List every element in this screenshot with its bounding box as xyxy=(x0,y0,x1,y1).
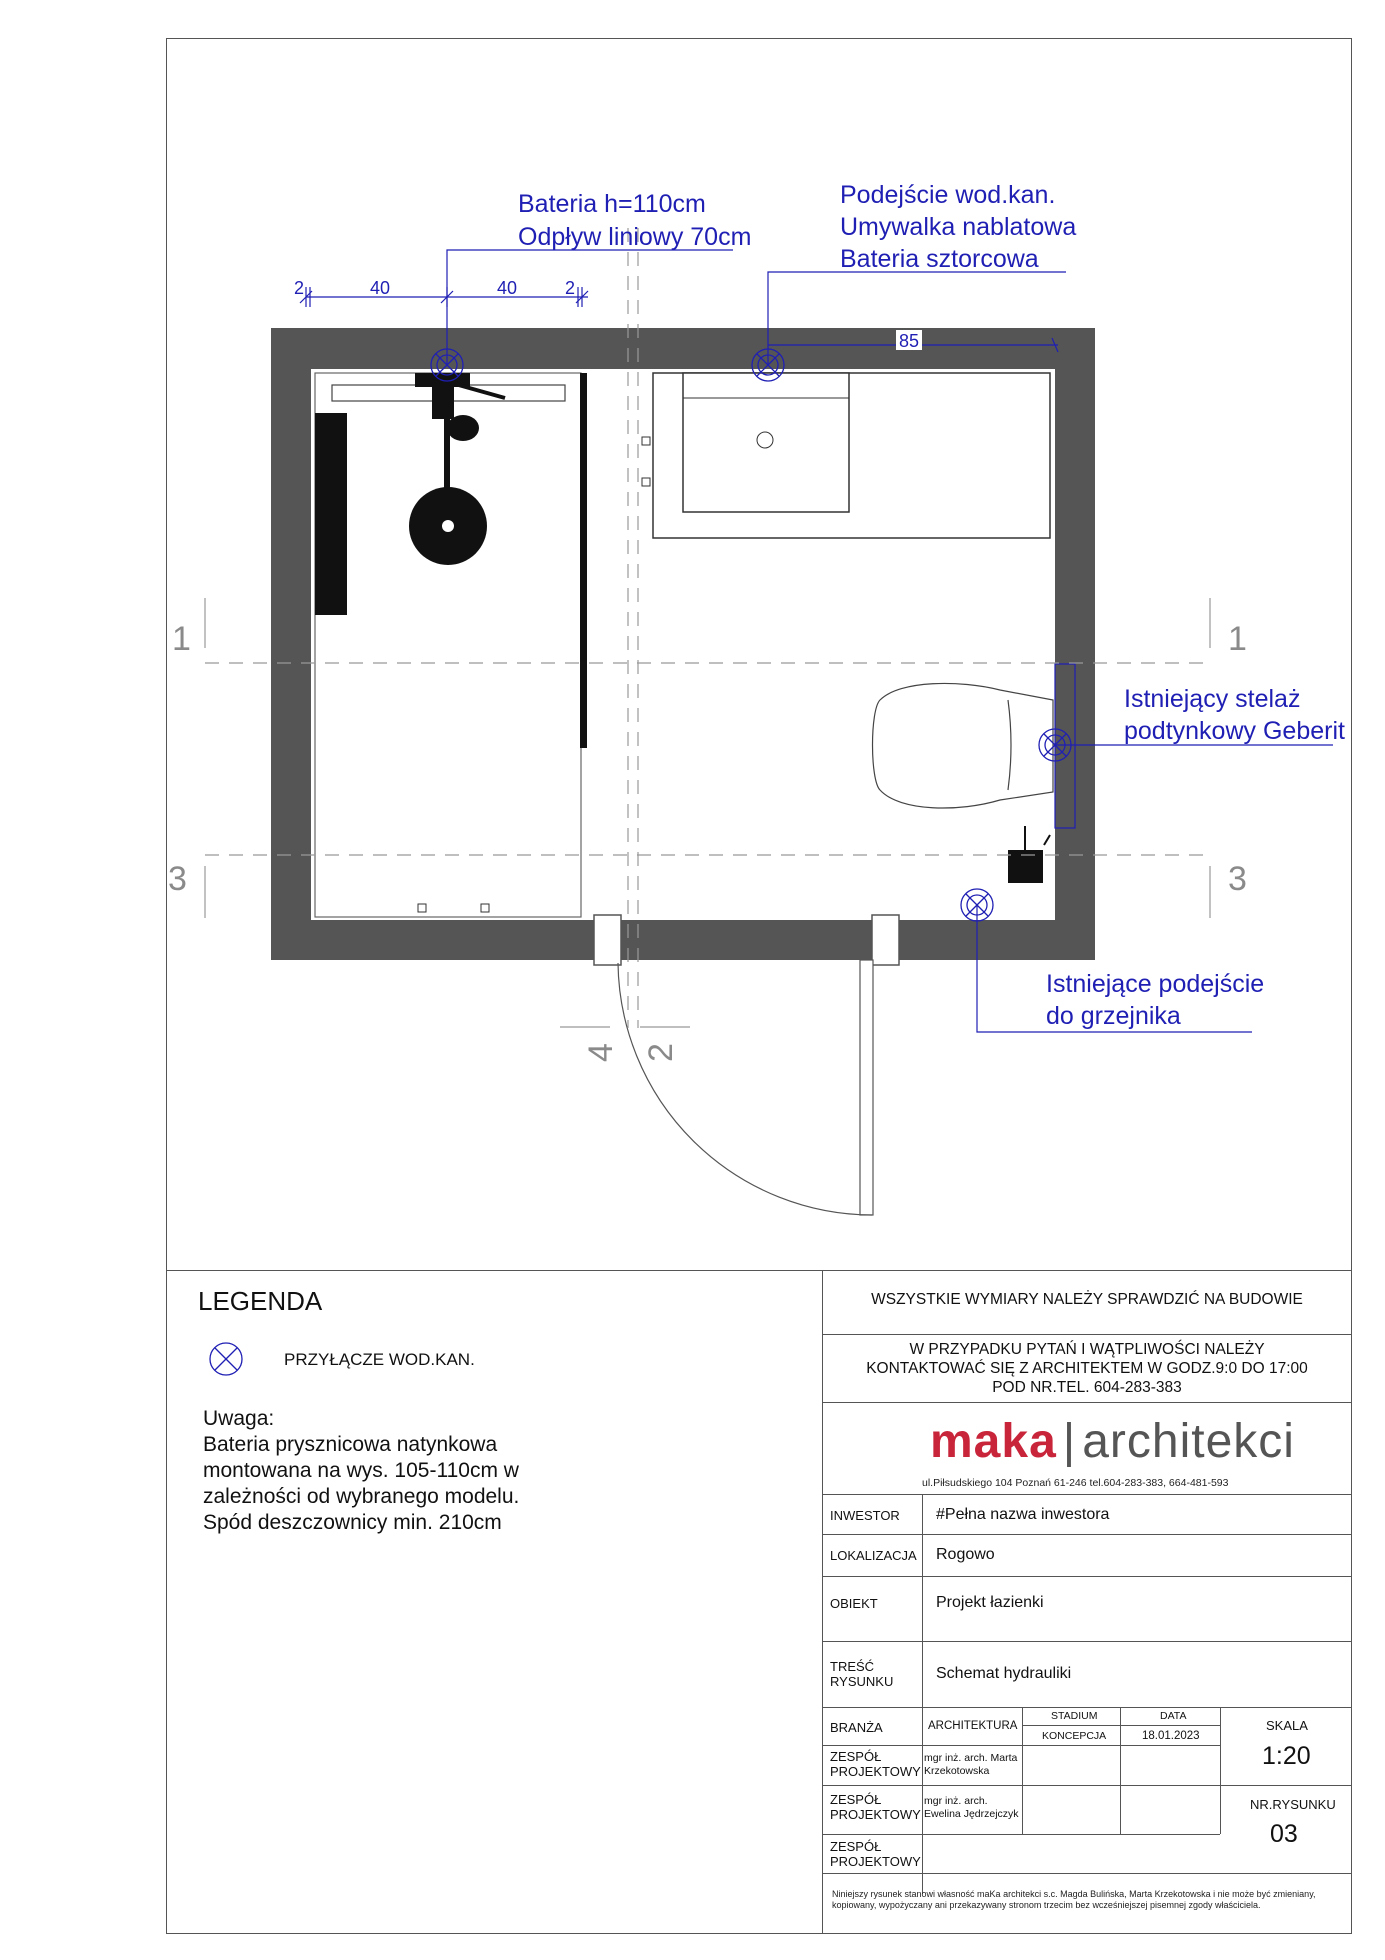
radiator-label-2: do grzejnika xyxy=(1046,1002,1181,1030)
content-value: Schemat hydrauliki xyxy=(936,1665,1072,1682)
section-mark-2: 2 xyxy=(642,1043,680,1062)
investor-value: #Pełna nazwa inwestora xyxy=(936,1506,1110,1523)
team-label-2 xyxy=(830,1792,921,1822)
door-swing-arc xyxy=(618,963,872,1215)
shower-mixer-label: Bateria h=110cm xyxy=(518,190,706,218)
content-label xyxy=(830,1659,893,1689)
team-label-line: PROJEKTOWY xyxy=(830,1764,921,1779)
date-value: 18.01.2023 xyxy=(1142,1730,1200,1742)
contact-line-2: KONTAKTOWAĆ SIĘ Z ARCHITEKTEM W GODZ.9:0 DO 17:00 xyxy=(866,1360,1308,1377)
drawing-number-value: 03 xyxy=(1270,1820,1298,1848)
ownership-footer: Niniejszy rysunek stanowi własność maKa architekci s.c. Magda Bulińska, Marta Krzekotowska i nie może być zmieniany, kopiowany, wypożyczany ani przekazywany stronom trzecim bez wcześniejszej pisemnej zgody właściciela. xyxy=(832,1889,1316,1910)
team-member-line: Krzekotowska xyxy=(924,1765,990,1777)
content-label-line: RYSUNKU xyxy=(830,1674,894,1689)
branch-label: BRANŻA xyxy=(830,1720,883,1735)
warning-text: WSZYSTKIE WYMIARY NALEŻY SPRAWDZIĆ NA BUDOWIE xyxy=(871,1291,1303,1308)
linear-drain-label: Odpływ liniowy 70cm xyxy=(518,223,752,251)
team-member-line: mgr inż. arch. xyxy=(924,1795,988,1807)
dimension-2-left: 2 xyxy=(294,278,305,298)
brand-bold: maka xyxy=(930,1415,1057,1468)
sheet-divider xyxy=(166,1270,1352,1271)
office-address: ul.Piłsudskiego 104 Poznań 61-246 tel.604-283-383, 664-481-593 xyxy=(922,1477,1229,1489)
door-jamb-right xyxy=(872,915,899,965)
note-line: montowana na wys. 105-110cm w xyxy=(203,1459,519,1482)
location-value: Rogowo xyxy=(936,1546,995,1563)
team-label-1 xyxy=(830,1749,921,1779)
team-label-line: PROJEKTOWY xyxy=(830,1807,921,1822)
object-label: OBIEKT xyxy=(830,1596,878,1611)
shower-glass-wall xyxy=(580,373,587,748)
contact-line-1: W PRZYPADKU PYTAŃ I WĄTPLIWOŚCI NALEŻY xyxy=(909,1341,1265,1358)
scale-value: 1:20 xyxy=(1262,1742,1311,1770)
team-member-line: mgr inż. arch. Marta xyxy=(924,1752,1018,1764)
team-member-2 xyxy=(924,1795,1019,1821)
door-leaf xyxy=(860,960,873,1215)
team-member-1 xyxy=(924,1752,1017,1778)
brand-separator: | xyxy=(1062,1415,1077,1468)
countertop-sink xyxy=(683,373,849,512)
team-label-line: ZESPÓŁ xyxy=(830,1749,882,1764)
team-label-line: ZESPÓŁ xyxy=(830,1839,882,1854)
radiator-label-1: Istniejące podejście xyxy=(1046,970,1265,998)
water-connection-icon xyxy=(208,1341,244,1377)
legend-title: LEGENDA xyxy=(198,1286,323,1316)
brand-logo xyxy=(930,1414,1295,1469)
team-label-3 xyxy=(830,1839,921,1869)
note-line: zależności od wybranego modelu. xyxy=(203,1485,520,1508)
team-member-line: Ewelina Jędrzejczyk xyxy=(924,1808,1019,1820)
note-line: Uwaga: xyxy=(203,1407,275,1430)
dimension-2-right: 2 xyxy=(565,278,576,298)
shower-niche xyxy=(315,413,347,615)
dimension-40-right: 40 xyxy=(497,278,518,298)
section-mark-1-right: 1 xyxy=(1228,620,1247,658)
door-jamb-left xyxy=(594,915,621,965)
scale-label: SKALA xyxy=(1266,1718,1308,1733)
drawing-number-label: NR.RYSUNKU xyxy=(1250,1797,1336,1812)
section-mark-3-left: 3 xyxy=(168,860,187,898)
geberit-label-2: podtynkowy Geberit xyxy=(1124,717,1345,745)
note-line: Bateria prysznicowa natynkowa xyxy=(203,1433,498,1456)
brand-light: architekci xyxy=(1082,1415,1295,1468)
sink-faucet-label: Bateria sztorcowa xyxy=(840,245,1039,273)
investor-label: INWESTOR xyxy=(830,1508,900,1523)
stage-label: STADIUM xyxy=(1051,1710,1098,1722)
note-line: Spód deszczownicy min. 210cm xyxy=(203,1511,502,1534)
stage-value: KONCEPCJA xyxy=(1042,1730,1107,1742)
contact-line-3: POD NR.TEL. 604-283-383 xyxy=(992,1379,1182,1396)
shower-mixer xyxy=(409,373,505,565)
legend-note xyxy=(203,1406,623,1536)
dimension-40-left: 40 xyxy=(370,278,391,298)
section-mark-4: 4 xyxy=(582,1043,620,1062)
team-label-line: ZESPÓŁ xyxy=(830,1792,882,1807)
section-mark-1-left: 1 xyxy=(172,620,191,658)
team-label-line: PROJEKTOWY xyxy=(830,1854,921,1869)
dimension-85: 85 xyxy=(899,331,920,351)
sink-supply-label: Podejście wod.kan. xyxy=(840,181,1056,209)
content-label-line: TREŚĆ xyxy=(830,1659,875,1674)
branch-value: ARCHITEKTURA xyxy=(928,1720,1018,1732)
wall-hung-toilet xyxy=(873,683,1054,808)
object-value: Projekt łazienki xyxy=(936,1594,1044,1611)
section-mark-3-right: 3 xyxy=(1228,860,1247,898)
sink-type-label: Umywalka nablatowa xyxy=(840,213,1077,241)
location-label: LOKALIZACJA xyxy=(830,1548,917,1563)
date-label: DATA xyxy=(1160,1710,1187,1722)
legend-item-label: PRZYŁĄCZE WOD.KAN. xyxy=(284,1350,475,1369)
geberit-label-1: Istniejący stelaż xyxy=(1124,685,1301,713)
